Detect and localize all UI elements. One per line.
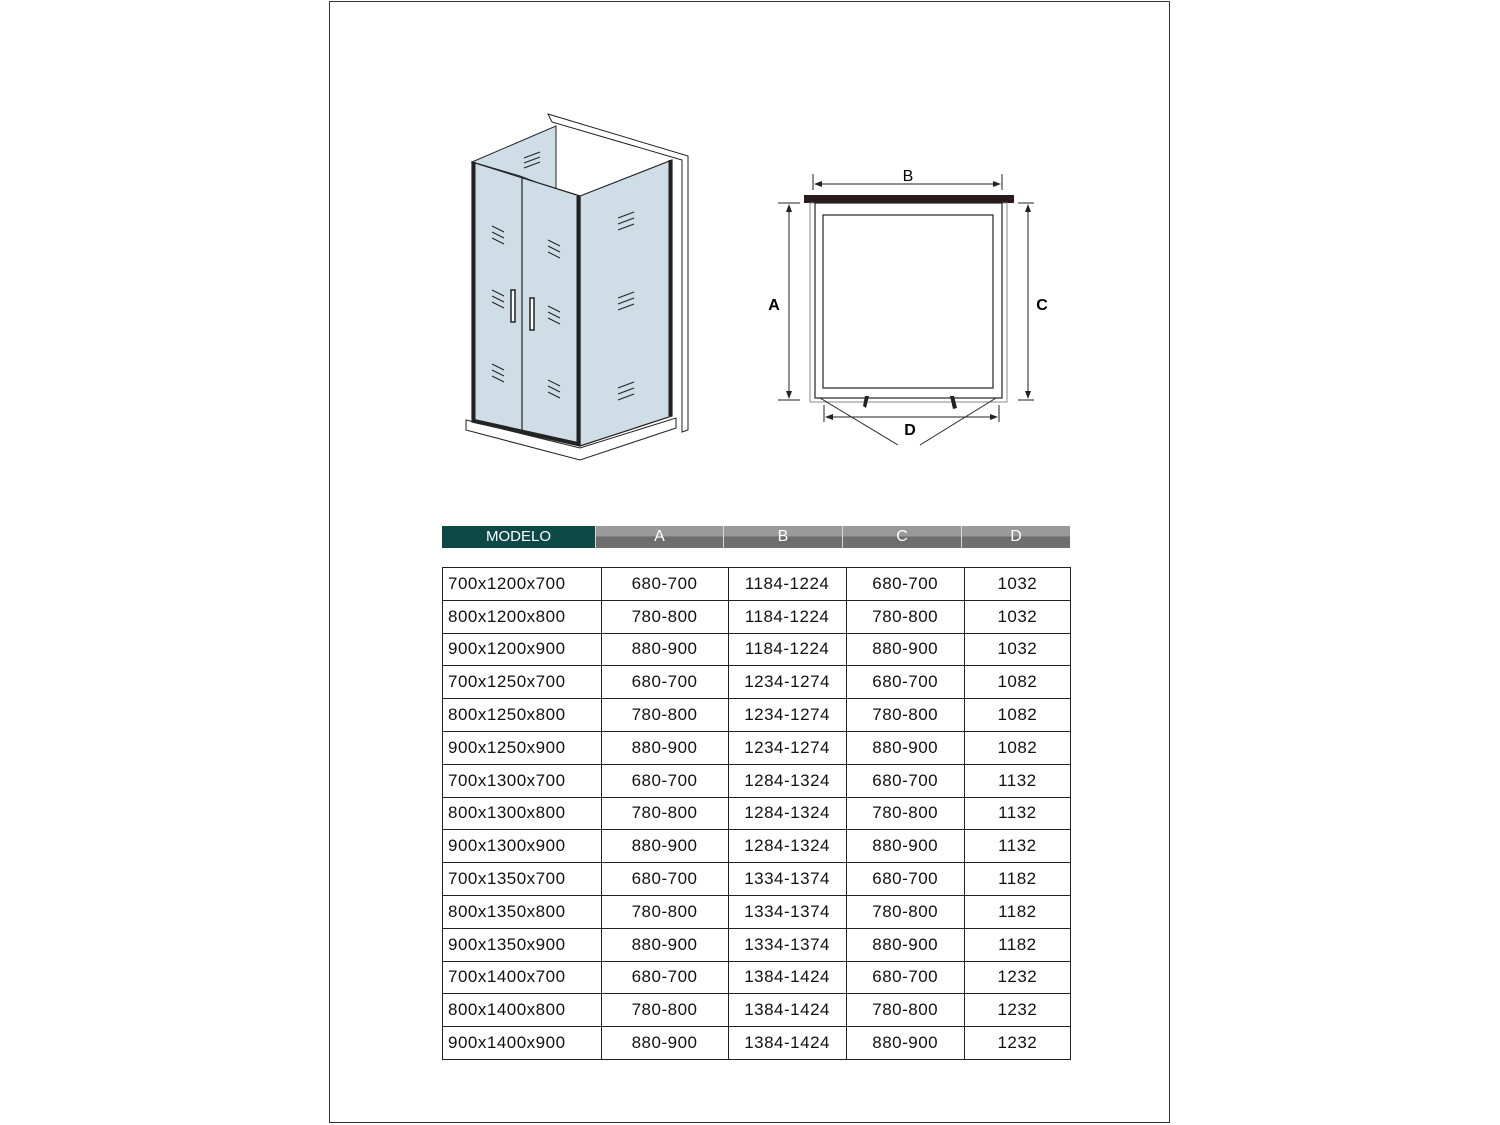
cell-d: 1132 [964, 764, 1070, 797]
table-row [443, 731, 1071, 764]
cell-d: 1182 [964, 895, 1070, 928]
cell-a: 780-800 [601, 600, 728, 633]
cell-b: 1184-1224 [728, 633, 846, 666]
cell-b: 1384-1424 [728, 961, 846, 994]
cell-b: 1384-1424 [728, 994, 846, 1027]
cell-a: 680-700 [601, 568, 728, 601]
cell-a: 680-700 [601, 764, 728, 797]
cell-modelo: 900x1350x900 [443, 928, 602, 961]
cell-c: 680-700 [846, 961, 964, 994]
cell-b: 1234-1274 [728, 731, 846, 764]
cell-b: 1184-1224 [728, 568, 846, 601]
door-handle-left [511, 290, 515, 322]
label-b: B [902, 168, 914, 185]
cell-c: 680-700 [846, 666, 964, 699]
header-d: D [961, 526, 1070, 548]
cell-d: 1032 [964, 600, 1070, 633]
table-row [443, 863, 1071, 896]
cell-c: 780-800 [846, 600, 964, 633]
table-row [443, 666, 1071, 699]
label-d: D [904, 422, 916, 439]
cell-c: 880-900 [846, 1027, 964, 1060]
cell-modelo: 900x1300x900 [443, 830, 602, 863]
cell-c: 680-700 [846, 568, 964, 601]
table-row [443, 895, 1071, 928]
cell-d: 1082 [964, 666, 1070, 699]
table-row [443, 830, 1071, 863]
cell-d: 1082 [964, 699, 1070, 732]
cell-modelo: 800x1400x800 [443, 994, 602, 1027]
cell-modelo: 700x1300x700 [443, 764, 602, 797]
cell-modelo: 700x1400x700 [443, 961, 602, 994]
cell-b: 1334-1374 [728, 863, 846, 896]
cell-b: 1284-1324 [728, 797, 846, 830]
cell-a: 780-800 [601, 895, 728, 928]
cell-c: 880-900 [846, 830, 964, 863]
cell-a: 880-900 [601, 633, 728, 666]
cell-a: 880-900 [601, 830, 728, 863]
table-row [443, 699, 1071, 732]
cell-modelo: 700x1200x700 [443, 568, 602, 601]
table-row [443, 764, 1071, 797]
cell-modelo: 800x1300x800 [443, 797, 602, 830]
cell-c: 780-800 [846, 895, 964, 928]
table-header [442, 526, 1070, 548]
cell-d: 1182 [964, 863, 1070, 896]
cell-b: 1284-1324 [728, 764, 846, 797]
cell-modelo: 900x1400x900 [443, 1027, 602, 1060]
cell-a: 880-900 [601, 1027, 728, 1060]
cell-d: 1132 [964, 797, 1070, 830]
cell-a: 780-800 [601, 699, 728, 732]
cell-b: 1184-1224 [728, 600, 846, 633]
dimensions-table [442, 567, 1071, 1060]
cell-d: 1032 [964, 633, 1070, 666]
table-row [443, 994, 1071, 1027]
cell-c: 680-700 [846, 863, 964, 896]
cell-modelo: 700x1250x700 [443, 666, 602, 699]
table-row [443, 961, 1071, 994]
cell-c: 880-900 [846, 928, 964, 961]
cell-b: 1334-1374 [728, 928, 846, 961]
cell-a: 680-700 [601, 863, 728, 896]
cell-modelo: 700x1350x700 [443, 863, 602, 896]
shower-isometric-illustration [460, 110, 700, 470]
table-row [443, 568, 1071, 601]
table-row [443, 797, 1071, 830]
door-handle-right [530, 298, 534, 330]
cell-modelo: 900x1250x900 [443, 731, 602, 764]
cell-a: 880-900 [601, 928, 728, 961]
plan-dimension-diagram [760, 160, 1060, 450]
cell-a: 680-700 [601, 666, 728, 699]
table-row [443, 633, 1071, 666]
cell-modelo: 800x1250x800 [443, 699, 602, 732]
cell-c: 780-800 [846, 699, 964, 732]
header-b: B [723, 526, 842, 548]
header-a: A [595, 526, 723, 548]
header-modelo: MODELO [442, 526, 595, 548]
cell-b: 1234-1274 [728, 666, 846, 699]
cell-a: 780-800 [601, 797, 728, 830]
label-c: C [1036, 297, 1048, 314]
cell-a: 680-700 [601, 961, 728, 994]
table-row [443, 928, 1071, 961]
cell-d: 1232 [964, 994, 1070, 1027]
cell-d: 1232 [964, 1027, 1070, 1060]
cell-b: 1284-1324 [728, 830, 846, 863]
label-a: A [768, 297, 780, 314]
cell-modelo: 800x1350x800 [443, 895, 602, 928]
table-row [443, 1027, 1071, 1060]
cell-a: 780-800 [601, 994, 728, 1027]
cell-modelo: 900x1200x900 [443, 633, 602, 666]
cell-d: 1182 [964, 928, 1070, 961]
cell-d: 1032 [964, 568, 1070, 601]
cell-d: 1132 [964, 830, 1070, 863]
cell-c: 680-700 [846, 764, 964, 797]
table-row [443, 600, 1071, 633]
cell-b: 1384-1424 [728, 1027, 846, 1060]
header-c: C [842, 526, 961, 548]
cell-b: 1334-1374 [728, 895, 846, 928]
cell-modelo: 800x1200x800 [443, 600, 602, 633]
cell-c: 880-900 [846, 731, 964, 764]
cell-c: 780-800 [846, 994, 964, 1027]
cell-b: 1234-1274 [728, 699, 846, 732]
cell-d: 1232 [964, 961, 1070, 994]
cell-c: 880-900 [846, 633, 964, 666]
cell-d: 1082 [964, 731, 1070, 764]
cell-c: 780-800 [846, 797, 964, 830]
cell-a: 880-900 [601, 731, 728, 764]
